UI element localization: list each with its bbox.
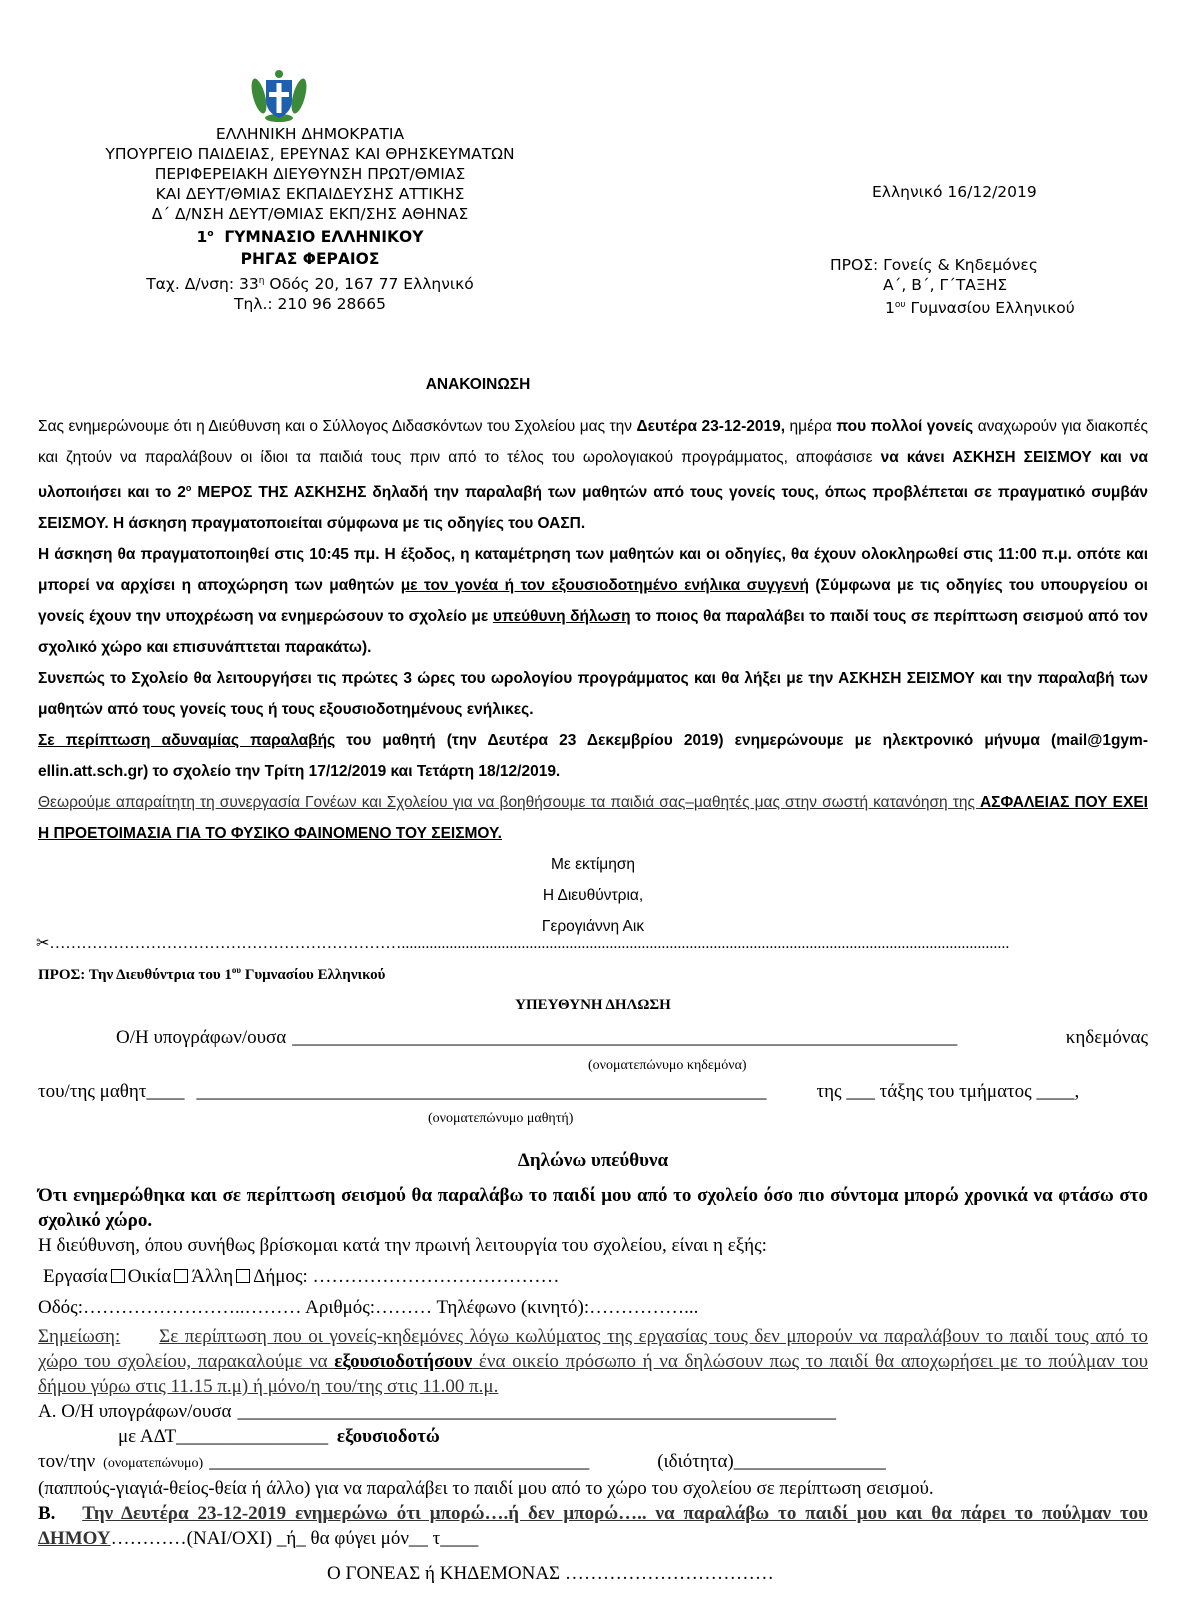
other-checkbox[interactable] xyxy=(236,1269,250,1283)
bus-answer-field[interactable]: …………(ΝΑΙ/ΟΧΙ) _ή_ θα φύγει μόν__ τ____ xyxy=(110,1528,479,1549)
option-home-label: Οικία xyxy=(127,1266,172,1287)
authorized-label: τον/την xyxy=(38,1451,96,1472)
scissors-icon: ✂ xyxy=(36,935,50,952)
option-work-label: Εργασία xyxy=(43,1266,108,1287)
issuer-header xyxy=(60,124,560,314)
student-label: του/της μαθητ____ xyxy=(38,1081,185,1102)
student-name-hint: (ονοματεπώνυμο μαθητή) xyxy=(428,1111,574,1126)
note-label: Σημείωση: xyxy=(38,1326,121,1347)
location-options xyxy=(38,1264,1148,1289)
paragraph-cooperation: Θεωρούμε απαραίτητη τη συνεργασία Γονέων και Σχολείου για να βοηθήσουμε τα παιδιά σας–μαθητές μας στην σωστή κατανόηση της ΑΣΦΑΛΕΙΑΣ ΠΟΥ ΕΧΕΙ Η ΠΡΟΕΤΟΙΜΑΣΙΑ ΓΙΑ ΤΟ ΦΥΣΙΚΟ ΦΑΙΝΟΜΕΝΟ ΤΟΥ ΣΕΙΣΜΟΥ. xyxy=(38,794,1148,843)
authorized-name-hint: (ονοματεπώνυμο) xyxy=(103,1456,204,1471)
header-line-ministry: ΥΠΟΥΡΓΕΙΟ ΠΑΙΔΕΙΑΣ, ΕΡΕΥΝΑΣ ΚΑΙ ΘΡΗΣΚΕΥΜΑΤΩΝ xyxy=(105,145,515,163)
declaration-recipient: ΠΡΟΣ: Την Διευθύντρια του $1^{o\upsilon}$ Γυμνασίου Ελληνικού xyxy=(38,965,386,983)
greek-emblem-icon xyxy=(250,68,308,124)
closing-regards: Με εκτίμηση xyxy=(550,856,636,874)
document-date: Ελληνικό 16/12/2019 xyxy=(872,183,1037,201)
student-name-field[interactable]: ____________________________________________________________ xyxy=(196,1081,767,1102)
announcement-title: ΑΝΑΚΟΙΝΩΣΗ xyxy=(425,376,531,393)
option-other-label: Άλλη xyxy=(191,1266,234,1287)
announcement-body xyxy=(38,411,1148,942)
paragraph-inability: Σε περίπτωση αδυναμίας παραλαβής του μαθητή (την Δευτέρα 23 Δεκεμβρίου 2019) ενημερώνουμε με ηλεκτρονικό μήνυμα (mail@1gym-ellin.att.sch.gr) το σχολείο την Τρίτη 17/12/2019 και Τετάρτη 18/12/2019. xyxy=(38,732,1148,781)
note-text-c: ένα οικείο πρόσωπο ή να δηλώσουν πως το παιδί θα αποχωρήσει με το πούλμαν του δήμου γύρω στις 11.15 π.μ) ή μόνο/η του/της στις 11.00 π.μ. xyxy=(38,1351,1148,1397)
authorize-word: εξουσιοδοτώ xyxy=(336,1426,440,1447)
authorizer-label: Α. Ο/Η υπογράφων/ουσα xyxy=(38,1401,232,1422)
authorized-name-field[interactable]: ________________________________________ xyxy=(209,1451,590,1472)
signatory-role: Η Διευθύντρια, xyxy=(542,887,644,905)
bus-statement xyxy=(38,1501,1148,1551)
note-text-a: Σε περίπτωση που οι γονείς-κηδεμόνες λόγω κωλύματος της εργασίας τους δεν μπορούν να παραλάβουν το παιδί τους από το χώρο του σχολείου, παρακαλούμε να xyxy=(38,1326,1148,1372)
signer-label: Ο/Η υπογράφων/ουσα xyxy=(116,1027,287,1048)
declaration-title: ΥΠΕΥΘΥΝΗ ΔΗΛΩΣΗ xyxy=(515,997,671,1013)
signatory-name: Γερογιάννη Αικ xyxy=(541,918,645,936)
authorizer-row xyxy=(38,1399,938,1424)
guardian-signature[interactable]: Ο ΓΟΝΕΑΣ ή ΚΗΔΕΜΟΝΑΣ …………………………… xyxy=(327,1563,774,1584)
school-subtitle: ΡΗΓΑΣ ΦΕΡΑΙΟΣ xyxy=(240,250,380,269)
municipality-field[interactable]: Δήμος: ………………………………… xyxy=(253,1266,560,1287)
header-line-regional: ΠΕΡΙΦΕΡΕΙΑΚΗ ΔΙΕΥΘΥΝΣΗ ΠΡΩΤ/ΘΜΙΑΣ xyxy=(154,165,466,183)
profession-field[interactable]: (ιδιότητα)________________ xyxy=(657,1451,886,1472)
header-line-republic: ΕΛΛΗΝΙΚΗ ΔΗΜΟΚΡΑΤΙΑ xyxy=(215,125,405,143)
declare-title: Δηλώνω υπεύθυνα xyxy=(517,1150,669,1171)
id-card-field[interactable]: με ΑΔΤ________________ xyxy=(118,1426,329,1447)
school-phone: Τηλ.: 210 96 28665 xyxy=(233,295,386,314)
student-row xyxy=(38,1081,1148,1103)
bus-text: Την Δευτέρα 23-12-2019 ενημερώνω ότι μπορώ….ή δεν μπορώ….. να παραλάβω το παιδί μου και θα πάρει το πούλμαν του ΔΗΜΟΥ xyxy=(38,1503,1149,1549)
declaration-body xyxy=(38,1183,1148,1551)
guardian-name-hint: (ονοματεπώνυμο κηδεμόνα) xyxy=(588,1058,747,1073)
recipients-line-parents: ΠΡΟΣ: Γονείς & Κηδεμόνες xyxy=(830,256,1038,274)
recipients xyxy=(830,255,1075,318)
cut-line xyxy=(36,933,1156,953)
cut-dots: …………………………………………………………........................................................................................................................................................ xyxy=(49,935,1010,952)
school-name: $1^o$ ΓΥΜΝΑΣΙΟ ΕΛΛΗΝΙΚΟΥ xyxy=(196,228,424,247)
authorizer-name-field[interactable]: _______________________________________________________________ xyxy=(237,1401,836,1422)
declaration-statement: Ότι ενημερώθηκα και σε περίπτωση σεισμού θα παραλάβω το παιδί μου από το σχολείο όσο πιο σύντομα μπορώ χρονικά να φτάσω στο σχολικό χώρο. xyxy=(38,1185,1148,1231)
id-row xyxy=(38,1424,1148,1449)
paragraph-schedule: Η άσκηση θα πραγματοποιηθεί στις 10:45 πμ. Η έξοδος, η καταμέτρηση των μαθητών και οι οδηγίες, θα έχουν ολοκληρωθεί στις 11:00 π.μ. οπότε και μπορεί να αρχίσει η αποχώρηση των μαθητών με τον γονέα ή τον εξουσιοδοτημένο ενήλικα συγγενή (Σύμφωνα με τις οδηγίες του υπουργείου οι γονείς έχουν την υποχρέωση να ενημερώσουν το σχολείο με υπεύθυνη δήλωση το ποιος θα παραλάβει το παιδί τους σε περίπτωση σεισμού από τον σχολικό χώρο και επισυνάπτεται παρακάτω). xyxy=(38,546,1148,657)
recipients-line-classes: Α΄, Β΄, Γ΄ΤΑΞΗΣ xyxy=(883,276,1008,294)
note-text-authorize: εξουσιοδοτήσουν xyxy=(334,1351,473,1372)
address-intro: Η διεύθυνση, όπου συνήθως βρίσκομαι κατά την πρωινή λειτουργία του σχολείου, είναι η εξής: xyxy=(38,1235,767,1256)
school-address: Ταχ. Δ/νση: $33^\eta$ Οδός 20, 167 77 Ελληνικό xyxy=(146,275,474,294)
street-phone-field[interactable]: Οδός:……………………..……… Αριθμός:……… Τηλέφωνο (κινητό):……………... xyxy=(38,1297,699,1318)
guardian-word: κηδεμόνας xyxy=(1065,1027,1148,1048)
bus-label: Β. xyxy=(38,1503,56,1524)
class-section-field[interactable]: της ___ τάξης του τμήματος ____, xyxy=(816,1081,1080,1102)
relation-text: (παππούς-γιαγιά-θείος-θεία ή άλλο) για να παραλάβει το παιδί μου από το χώρο του σχολείου σε περίπτωση σεισμού. xyxy=(38,1478,934,1499)
signer-row xyxy=(116,1027,1148,1049)
recipients-line-school: $1^{o\upsilon}$ Γυμνασίου Ελληνικού xyxy=(885,299,1075,318)
header-line-directorate: Δ΄ Δ/ΝΣΗ ΔΕΥΤ/ΘΜΙΑΣ ΕΚΠ/ΣΗΣ ΑΘΗΝΑΣ xyxy=(151,205,469,223)
home-checkbox[interactable] xyxy=(174,1269,188,1283)
paragraph-decision: Σας ενημερώνουμε ότι η Διεύθυνση και ο Σύλλογος Διδασκόντων του Σχολείου μας την Δευτέρα 23-12-2019, ημέρα που πολλοί γονείς αναχωρούν για διακοπές και ζητούν να παραλάβουν οι ίδιοι τα παιδιά τους πριν από το τέλος του ωρολογιακού προγράμματος, αποφάσισε να κάνει ΑΣΚΗΣΗ ΣΕΙΣΜΟΥ και να υλοποιήσει και το $2^o$ ΜΕΡΟΣ ΤΗΣ ΑΣΚΗΣΗΣ δηλαδή την παραλαβή των μαθητών από τους γονείς τους, όπως προβλέπεται σε πραγματικό συμβάν ΣΕΙΣΜΟΥ. Η άσκηση πραγματοποιείται σύμφωνα με τις οδηγίες του ΟΑΣΠ. xyxy=(38,418,1149,533)
signer-name-field[interactable]: ______________________________________________________________________ xyxy=(292,1027,958,1048)
work-checkbox[interactable] xyxy=(111,1269,125,1283)
header-line-attica: ΚΑΙ ΔΕΥΤ/ΘΜΙΑΣ ΕΚΠΑΙΔΕΥΣΗΣ ΑΤΤΙΚΗΣ xyxy=(155,185,465,203)
paragraph-consequently: Συνεπώς το Σχολείο θα λειτουργήσει τις πρώτες 3 ώρες του ωρολογίου προγράμματος και θα λήξει με την ΑΣΚΗΣΗ ΣΕΙΣΜΟΥ και την παραλαβή των μαθητών από τους γονείς τους ή τους εξουσιοδοτημένους ενήλικες. xyxy=(38,670,1148,719)
authorized-person-row xyxy=(38,1449,1148,1476)
note-paragraph xyxy=(38,1324,1148,1399)
